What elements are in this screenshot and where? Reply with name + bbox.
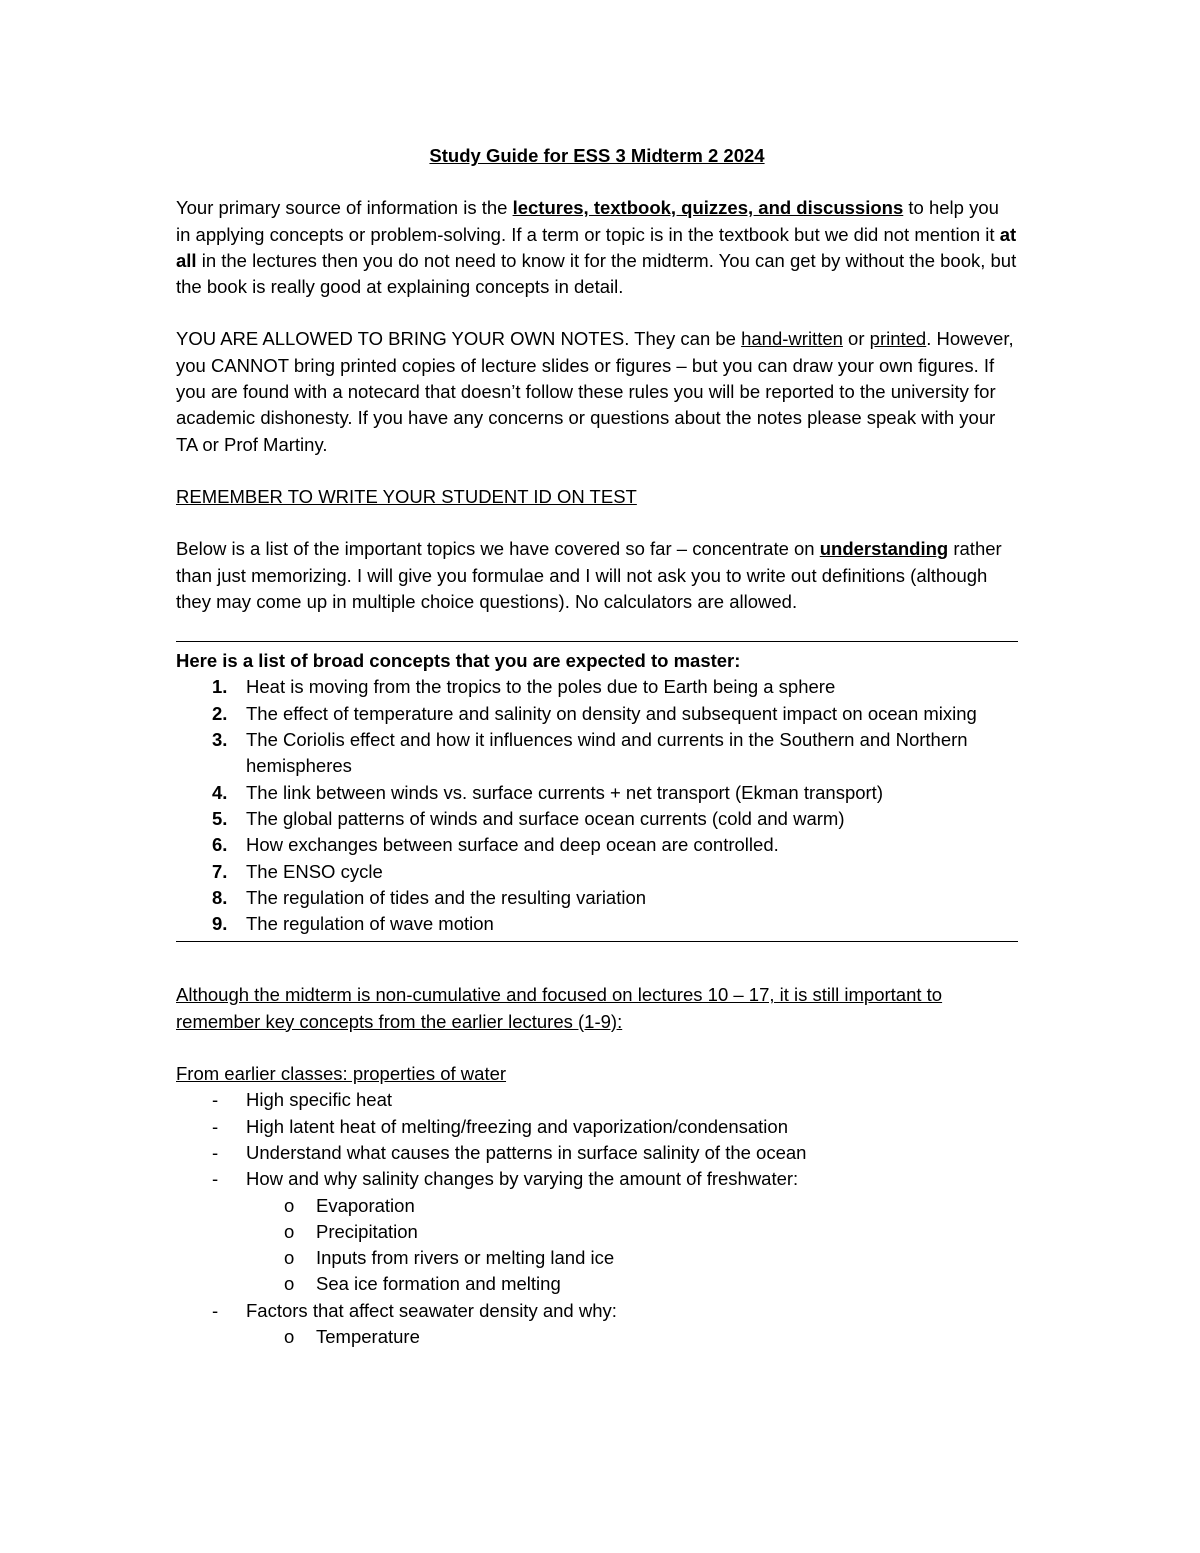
student-id-reminder: REMEMBER TO WRITE YOUR STUDENT ID ON TEST — [176, 485, 637, 507]
notes-hand-written: hand-written — [741, 328, 843, 350]
notes-paragraph — [176, 326, 1018, 457]
concept-text: The ENSO cycle — [246, 860, 383, 882]
circle-bullet: o — [284, 1247, 295, 1269]
concept-text: The global patterns of winds and surface ocean currents (cold and warm) — [246, 807, 845, 829]
topics-text-2: rather than just memorizing. I will give you formulae and I will not ask you to write out definitions (although they may come up in multiple choice questions). No calculators are allowed. — [176, 538, 1002, 612]
concept-item — [176, 859, 1018, 885]
page-title: Study Guide for ESS 3 Midterm 2 2024 — [429, 145, 765, 166]
notes-text-1: YOU ARE ALLOWED TO BRING YOUR OWN NOTES. They can be — [176, 328, 742, 350]
water-item — [176, 1140, 1018, 1166]
water-item — [176, 1166, 1018, 1297]
concept-text: Heat is moving from the tropics to the poles due to Earth being a sphere — [246, 676, 836, 698]
water-heading: From earlier classes: properties of water — [176, 1063, 507, 1085]
water-sub-list — [246, 1324, 1018, 1350]
topics-text-1: Below is a list of the important topics we have covered so far – concentrate on — [176, 538, 820, 560]
concept-item — [176, 911, 1018, 937]
water-item-text: How and why salinity changes by varying the amount of freshwater: — [246, 1168, 799, 1190]
concept-number: 7. — [212, 860, 228, 882]
document-page — [176, 143, 1018, 1350]
intro-paragraph — [176, 195, 1018, 300]
concept-item — [176, 806, 1018, 832]
water-sub-item — [246, 1324, 1018, 1350]
dash-bullet: - — [212, 1299, 219, 1321]
concept-text: How exchanges between surface and deep ocean are controlled. — [246, 834, 779, 856]
notes-printed: printed — [869, 328, 927, 350]
dash-bullet: - — [212, 1115, 219, 1137]
understanding-emphasis: understanding — [819, 538, 949, 560]
water-sub-item — [246, 1219, 1018, 1245]
concepts-list — [176, 674, 1018, 937]
concept-number: 1. — [212, 676, 228, 698]
intro-at-all-emphasis: at all — [176, 223, 1017, 271]
intro-text-3: in the lectures then you do not need to know it for the midterm. You can get by without the book, but the book is really good at explaining concepts in detail. — [176, 249, 1017, 298]
water-sub-item — [246, 1271, 1018, 1297]
water-sub-item-text: Evaporation — [316, 1194, 415, 1216]
concept-text: The regulation of wave motion — [246, 913, 494, 935]
circle-bullet: o — [284, 1273, 295, 1295]
earlier-lectures-note: Although the midterm is non-cumulative and focused on lectures 10 – 17, it is still important to remember key concepts from the earlier lectures (1-9): — [176, 984, 943, 1032]
circle-bullet: o — [284, 1220, 295, 1242]
intro-text-1: Your primary source of information is the — [176, 197, 513, 219]
intro-sources-emphasis: lectures, textbook, quizzes, and discussions — [512, 197, 904, 219]
water-sub-item-text: Sea ice formation and melting — [316, 1273, 561, 1295]
water-sub-item-text: Temperature — [316, 1325, 420, 1347]
water-item — [176, 1114, 1018, 1140]
water-sub-item-text: Precipitation — [316, 1220, 418, 1242]
concept-item — [176, 832, 1018, 858]
water-sub-list — [246, 1193, 1018, 1298]
concepts-heading: Here is a list of broad concepts that you are expected to master: — [176, 650, 741, 672]
concept-item — [176, 674, 1018, 700]
notes-or: or — [842, 328, 870, 350]
water-item-text: Understand what causes the patterns in surface salinity of the ocean — [246, 1141, 807, 1163]
concept-text: The link between winds vs. surface currents + net transport (Ekman transport) — [246, 781, 883, 803]
water-sub-item-text: Inputs from rivers or melting land ice — [316, 1247, 615, 1269]
concepts-box — [176, 642, 1018, 941]
water-item-text: High latent heat of melting/freezing and vaporization/condensation — [246, 1115, 788, 1137]
dash-bullet: - — [212, 1089, 219, 1111]
topics-paragraph — [176, 536, 1018, 615]
water-item — [176, 1298, 1018, 1351]
concept-number: 4. — [212, 781, 228, 803]
dash-bullet: - — [212, 1141, 219, 1163]
water-item-text: Factors that affect seawater density and why: — [246, 1299, 617, 1321]
concept-number: 9. — [212, 913, 228, 935]
concept-text: The effect of temperature and salinity on density and subsequent impact on ocean mixing — [246, 702, 977, 724]
circle-bullet: o — [284, 1325, 295, 1347]
concept-item — [176, 885, 1018, 911]
concept-item — [176, 701, 1018, 727]
water-sub-item — [246, 1193, 1018, 1219]
concept-number: 5. — [212, 807, 228, 829]
concept-text: The Coriolis effect and how it influences wind and currents in the Southern and Northern hemispheres — [246, 729, 968, 777]
concept-number: 3. — [212, 729, 228, 751]
water-item-text: High specific heat — [246, 1089, 393, 1111]
circle-bullet: o — [284, 1194, 295, 1216]
concept-item — [176, 727, 1018, 780]
water-properties-list — [176, 1087, 1018, 1350]
dash-bullet: - — [212, 1168, 219, 1190]
concept-item — [176, 780, 1018, 806]
concept-number: 6. — [212, 834, 228, 856]
water-sub-item — [246, 1245, 1018, 1271]
intro-text-2: to help you in applying concepts or problem-solving. If a term or topic is in the textbook but we did not mention it — [176, 197, 1000, 245]
notes-text-2: . However, you CANNOT bring printed copies of lecture slides or figures – but you can draw your own figures. If you are found with a notecard that doesn’t follow these rules you will be reported to the university for academic dishonesty. If you have any concerns or questions about the notes please speak with your TA or Prof Martiny. — [176, 328, 1014, 455]
concept-number: 8. — [212, 886, 228, 908]
concept-number: 2. — [212, 702, 228, 724]
concept-text: The regulation of tides and the resulting variation — [246, 886, 647, 908]
water-item — [176, 1087, 1018, 1113]
